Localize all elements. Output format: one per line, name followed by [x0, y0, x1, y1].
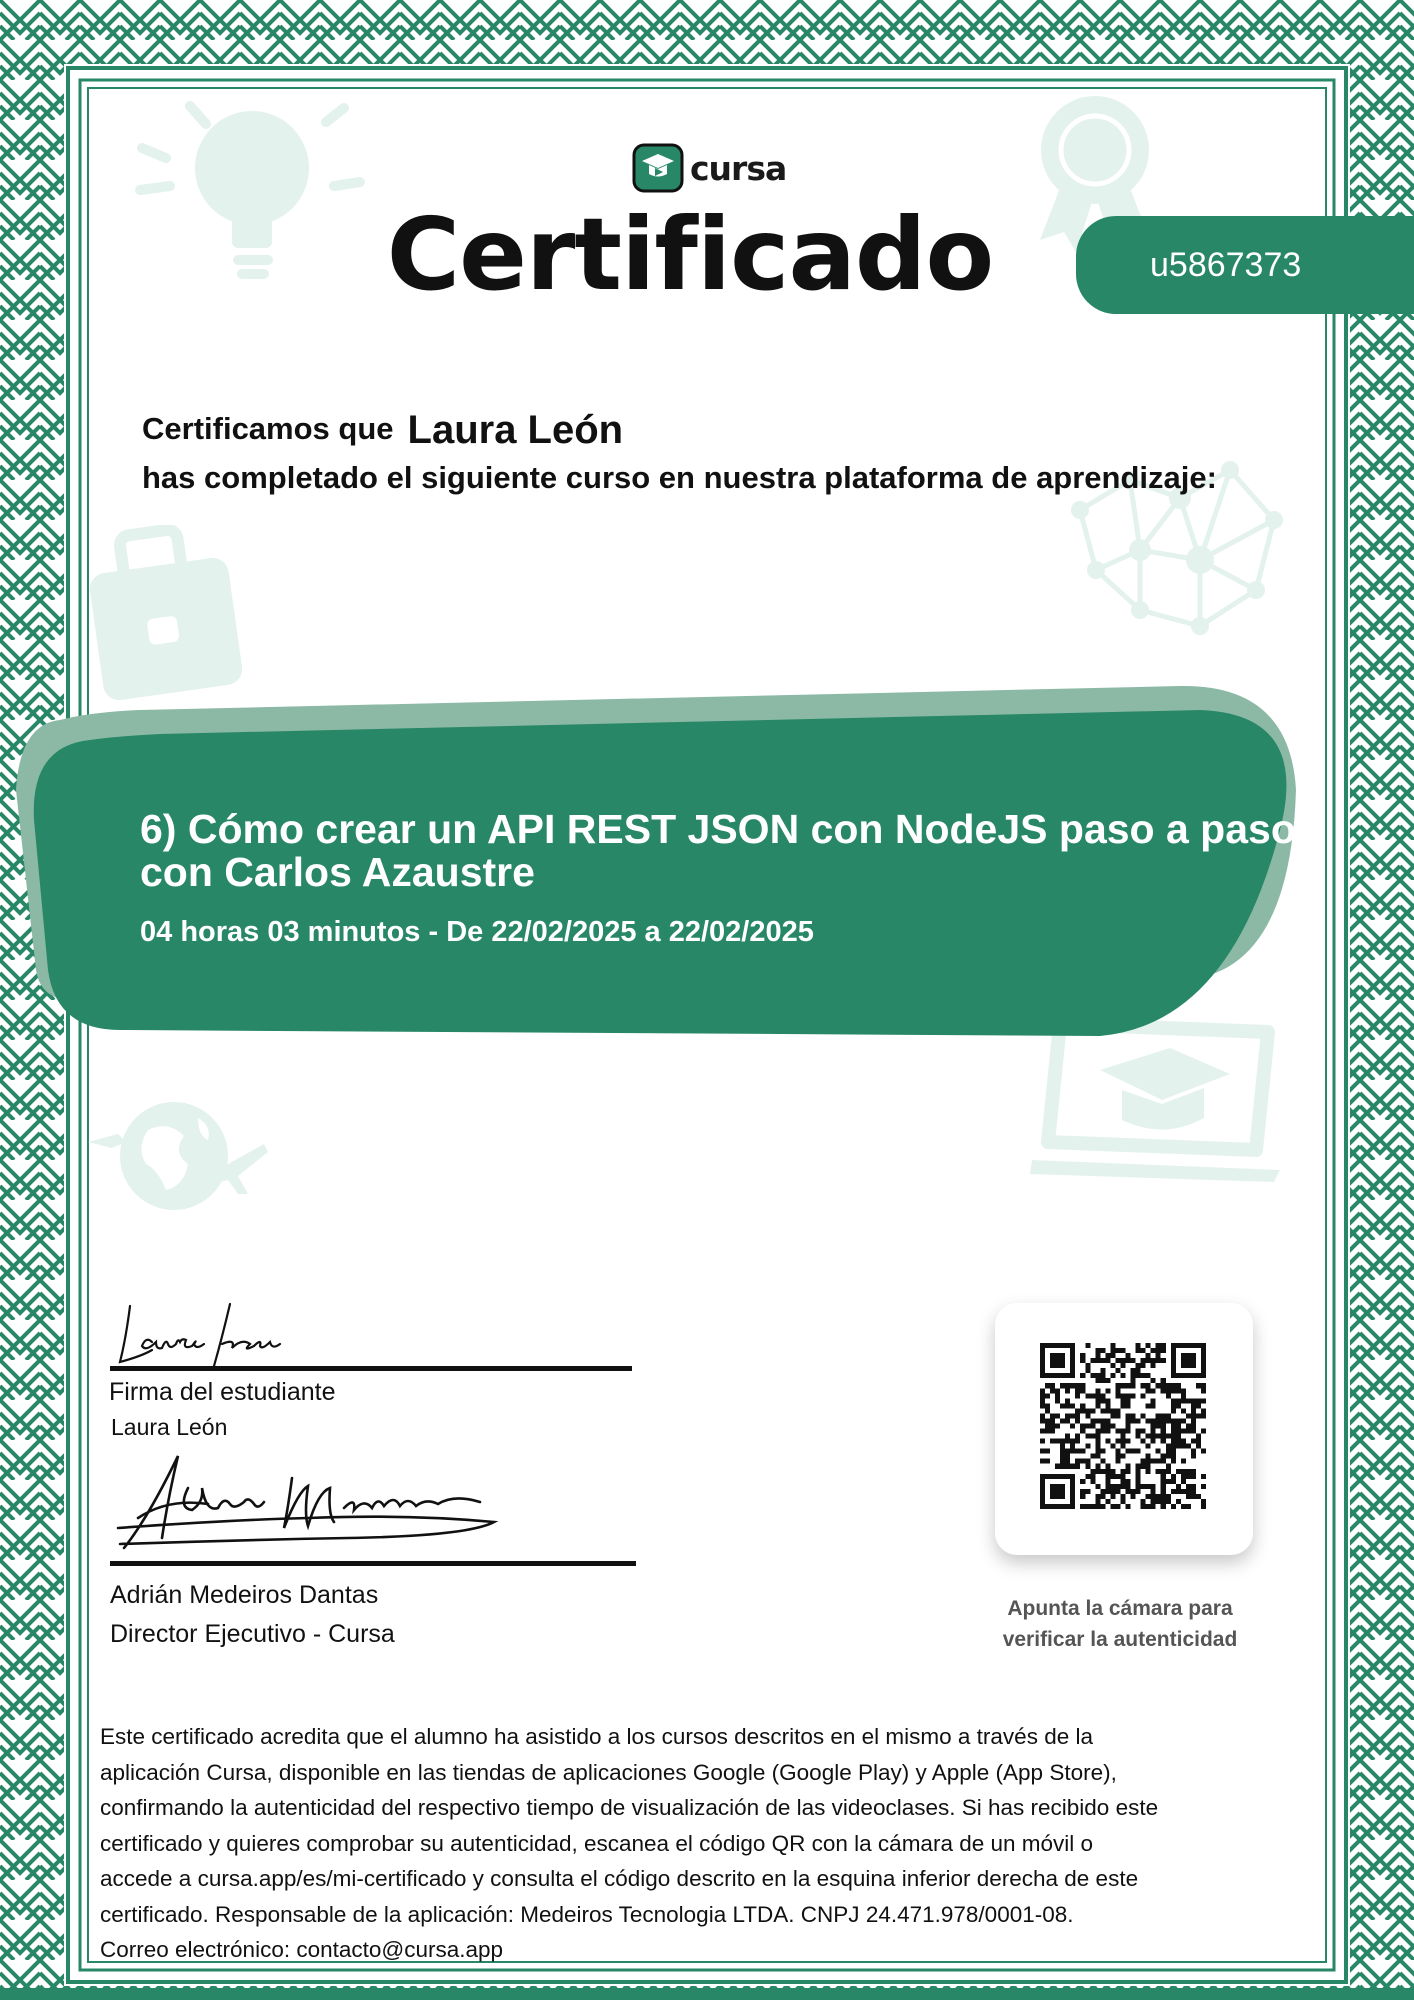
qr-code-card: [995, 1303, 1253, 1555]
course-title: 6) Cómo crear un API REST JSON con NodeJS paso a paso con Carlos Azaustre: [140, 806, 1296, 895]
director-name: Adrián Medeiros Dantas: [110, 1581, 379, 1609]
footer-line: aplicación Cursa, disponible en las tiendas de aplicaciones Google (Google Play) y Apple (App Store),: [100, 1759, 1117, 1785]
cursa-logo: [632, 140, 786, 196]
director-signature-line: [110, 1561, 636, 1566]
globe-plane-icon: [88, 1090, 268, 1220]
footer-line: accede a cursa.app/es/mi-certificado y consulta el código descrito en la esquina inferior derecha de este: [100, 1866, 1139, 1891]
director-role: Director Ejecutivo - Cursa: [110, 1620, 395, 1648]
student-signature-line: [110, 1366, 632, 1371]
certificate-code-badge: [1076, 216, 1414, 314]
briefcase-icon: [88, 525, 248, 705]
qr-caption: [960, 1593, 1280, 1655]
student-signature: [112, 1298, 312, 1370]
footer-line: Este certificado acredita que el alumno ha asistido a los cursos descritos en el mismo a través de la: [100, 1724, 1093, 1749]
footer-line: certificado y quieres comprobar su autenticidad, escanea el código QR con la cámara de un móvil o: [100, 1830, 1094, 1856]
student-name: Laura León: [407, 408, 624, 452]
director-signature: [108, 1448, 508, 1560]
footer-line: Correo electrónico: contacto@cursa.app: [100, 1937, 504, 1962]
graduation-cap-play-icon: [632, 141, 684, 195]
certificate-code: u5867373: [1150, 245, 1302, 284]
certificate-title-text: Certificado: [386, 196, 994, 313]
course-duration: 04 horas 03 minutos - De 22/02/2025 a 22/02/2025: [140, 916, 814, 948]
certify-prefix: Certificamos que: [142, 411, 394, 446]
qr-caption-line-2: verificar la autenticidad: [1002, 1628, 1238, 1651]
student-signature-label: Firma del estudiante: [109, 1378, 336, 1406]
footer-line: confirmando la autenticidad del respectivo tiempo de visualización de las videoclases. Si has recibido este: [100, 1795, 1159, 1820]
certify-line: [142, 404, 624, 452]
footer-line: certificado. Responsable de la aplicación: Medeiros Tecnologia LTDA. CNPJ 24.471.978/0001-08.: [100, 1901, 1074, 1927]
qr-caption-line-1: Apunta la cámara para: [1007, 1597, 1233, 1620]
completion-statement: has completado el siguiente curso en nuestra plataforma de aprendizaje:: [142, 460, 1217, 495]
student-signature-name: Laura León: [111, 1414, 228, 1440]
legal-footer: [100, 1719, 1320, 1968]
qr-code: [1040, 1343, 1206, 1509]
logo-text: cursa: [690, 148, 787, 188]
